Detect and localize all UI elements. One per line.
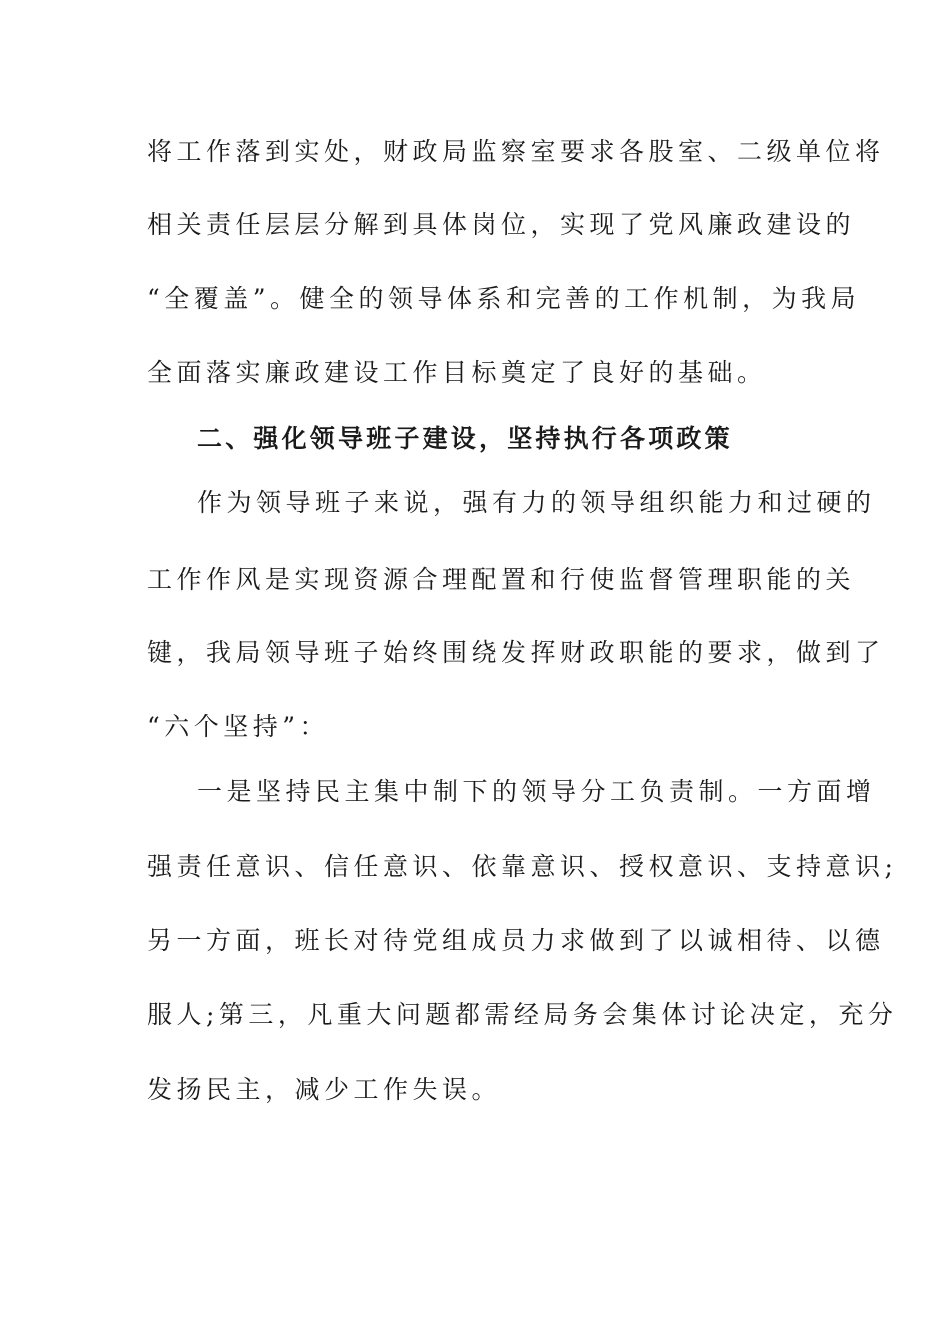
text-line: 作为领导班子来说，强有力的领导组织能力和过硬的 <box>197 488 876 517</box>
section-heading: 二、强化领导班子建设，坚持执行各项政策 <box>197 424 733 453</box>
text-line: 一是坚持民主集中制下的领导分工负责制。一方面增 <box>197 777 876 806</box>
text-line: 工作作风是实现资源合理配置和行使监督管理职能的关 <box>147 565 856 594</box>
text-line: 相关责任层层分解到具体岗位，实现了党风廉政建设的 <box>147 210 856 239</box>
text-line: “六个坚持”： <box>147 712 330 741</box>
text-line: 全面落实廉政建设工作目标奠定了良好的基础。 <box>147 358 767 387</box>
text-line: “全覆盖”。健全的领导体系和完善的工作机制，为我局 <box>147 284 861 313</box>
text-line: 将工作落到实处，财政局监察室要求各股室、二级单位将 <box>147 137 885 166</box>
text-line: 另一方面，班长对待党组成员力求做到了以诚相待、以德 <box>147 926 885 955</box>
text-line: 发扬民主，减少工作失误。 <box>147 1075 502 1104</box>
text-line: 服人;第三，凡重大问题都需经局务会集体讨论决定，充分 <box>147 1000 898 1029</box>
text-line: 强责任意识、信任意识、依靠意识、授权意识、支持意识; <box>147 852 898 881</box>
text-line: 键，我局领导班子始终围绕发挥财政职能的要求，做到了 <box>147 638 885 667</box>
